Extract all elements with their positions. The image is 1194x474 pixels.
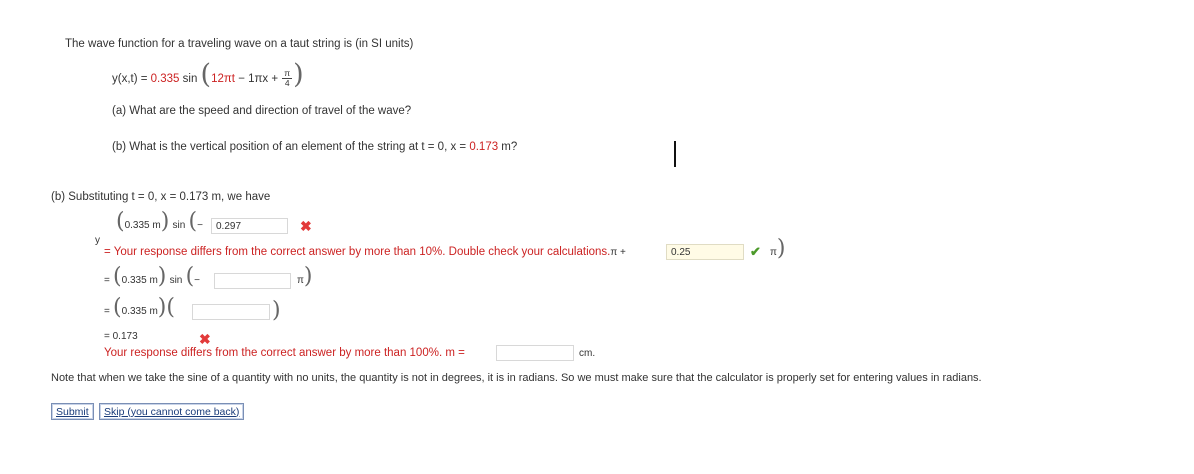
solution-line-3: [104, 266, 200, 294]
part-a-question: (a) What are the speed and direction of travel of the wave?: [112, 105, 412, 117]
line3-amplitude: 0.335 m: [121, 275, 158, 286]
line4-input[interactable]: [192, 304, 270, 320]
fraction-denominator: 4: [284, 78, 290, 89]
line3-equals: =: [104, 275, 110, 286]
part-b-question: [112, 141, 517, 153]
part-b-prefix: (b) What is the vertical position of an element of the string at t = 0, x =: [112, 141, 470, 153]
submit-button[interactable]: Submit: [51, 403, 94, 420]
solution-line-1: [116, 211, 203, 239]
solution-header: (b) Substituting t = 0, x = 0.173 m, we have: [51, 191, 271, 203]
open-paren-icon: (: [113, 264, 122, 289]
equation-t-coefficient: 12πt: [211, 73, 235, 85]
line1-input[interactable]: [211, 218, 288, 234]
close-paren-icon: ): [776, 236, 786, 261]
line3-pi: π: [297, 275, 304, 286]
part-b-x-value: 0.173: [469, 141, 499, 153]
text-cursor: [674, 141, 676, 167]
line3-input[interactable]: [214, 273, 291, 289]
feedback-2-text: Your response differs from the correct answer by more than 100%. m =: [104, 347, 465, 359]
incorrect-x-icon: ✖: [300, 218, 312, 234]
equation-middle: − 1πx +: [235, 73, 282, 85]
incorrect-x-icon: ✖: [199, 331, 211, 347]
correct-check-icon: ✔: [750, 244, 761, 259]
close-paren-icon: ): [303, 264, 313, 289]
line4-equals: =: [104, 306, 110, 317]
line3-close-group: [297, 266, 313, 294]
cm-input[interactable]: [496, 345, 574, 361]
y-label: y: [95, 235, 100, 246]
open-paren-icon: (: [116, 209, 125, 234]
part-b-suffix: m?: [498, 141, 518, 153]
feedback-1-text: = Your response differs from the correct answer by more than 10%. Double check your calculations.: [104, 246, 611, 258]
fraction-numerator: π: [284, 68, 291, 79]
close-paren-icon: ): [293, 59, 304, 90]
equation-fraction: [282, 69, 292, 88]
line1-minus: −: [197, 220, 203, 231]
equation-amplitude: 0.335: [150, 73, 180, 85]
solution-line-4: [104, 297, 175, 325]
cm-unit: cm.: [579, 348, 596, 359]
close-paren-icon: ): [157, 264, 167, 289]
line4-amplitude: 0.335 m: [121, 306, 158, 317]
equation-sin: sin: [179, 73, 201, 85]
pi-close-group: [770, 238, 786, 266]
problem-intro: The wave function for a traveling wave on a taut string is (in SI units): [65, 38, 414, 50]
equation-lhs: y(x,t) =: [112, 73, 151, 85]
radians-note: Note that when we take the sine of a quantity with no units, the quantity is not in degrees, it is in radians. So we must make sure that the calculator is properly set for entering values in radians.: [51, 372, 982, 384]
open-paren-icon: (: [113, 295, 122, 320]
line2-input[interactable]: [666, 244, 744, 260]
line3-minus: −: [194, 275, 201, 286]
line1-sin: sin: [172, 220, 186, 231]
line3-sin: sin: [169, 275, 183, 286]
open-paren-icon: (: [200, 59, 212, 90]
line1-amplitude: 0.335 m: [124, 220, 161, 231]
pi-plus-text: π +: [610, 247, 626, 258]
open-paren-icon: (: [188, 209, 198, 234]
close-paren-icon: ): [272, 298, 281, 323]
feedback-line-1: [104, 246, 626, 258]
open-paren-icon: (: [185, 264, 195, 289]
pi-close-text: π: [770, 247, 777, 258]
skip-button[interactable]: Skip (you cannot come back): [99, 403, 244, 420]
close-paren-icon: ): [157, 295, 167, 320]
wave-equation: [112, 60, 304, 94]
open-paren-icon: (: [166, 295, 175, 320]
line5-value: = 0.173: [104, 331, 138, 342]
close-paren-icon: ): [160, 209, 170, 234]
